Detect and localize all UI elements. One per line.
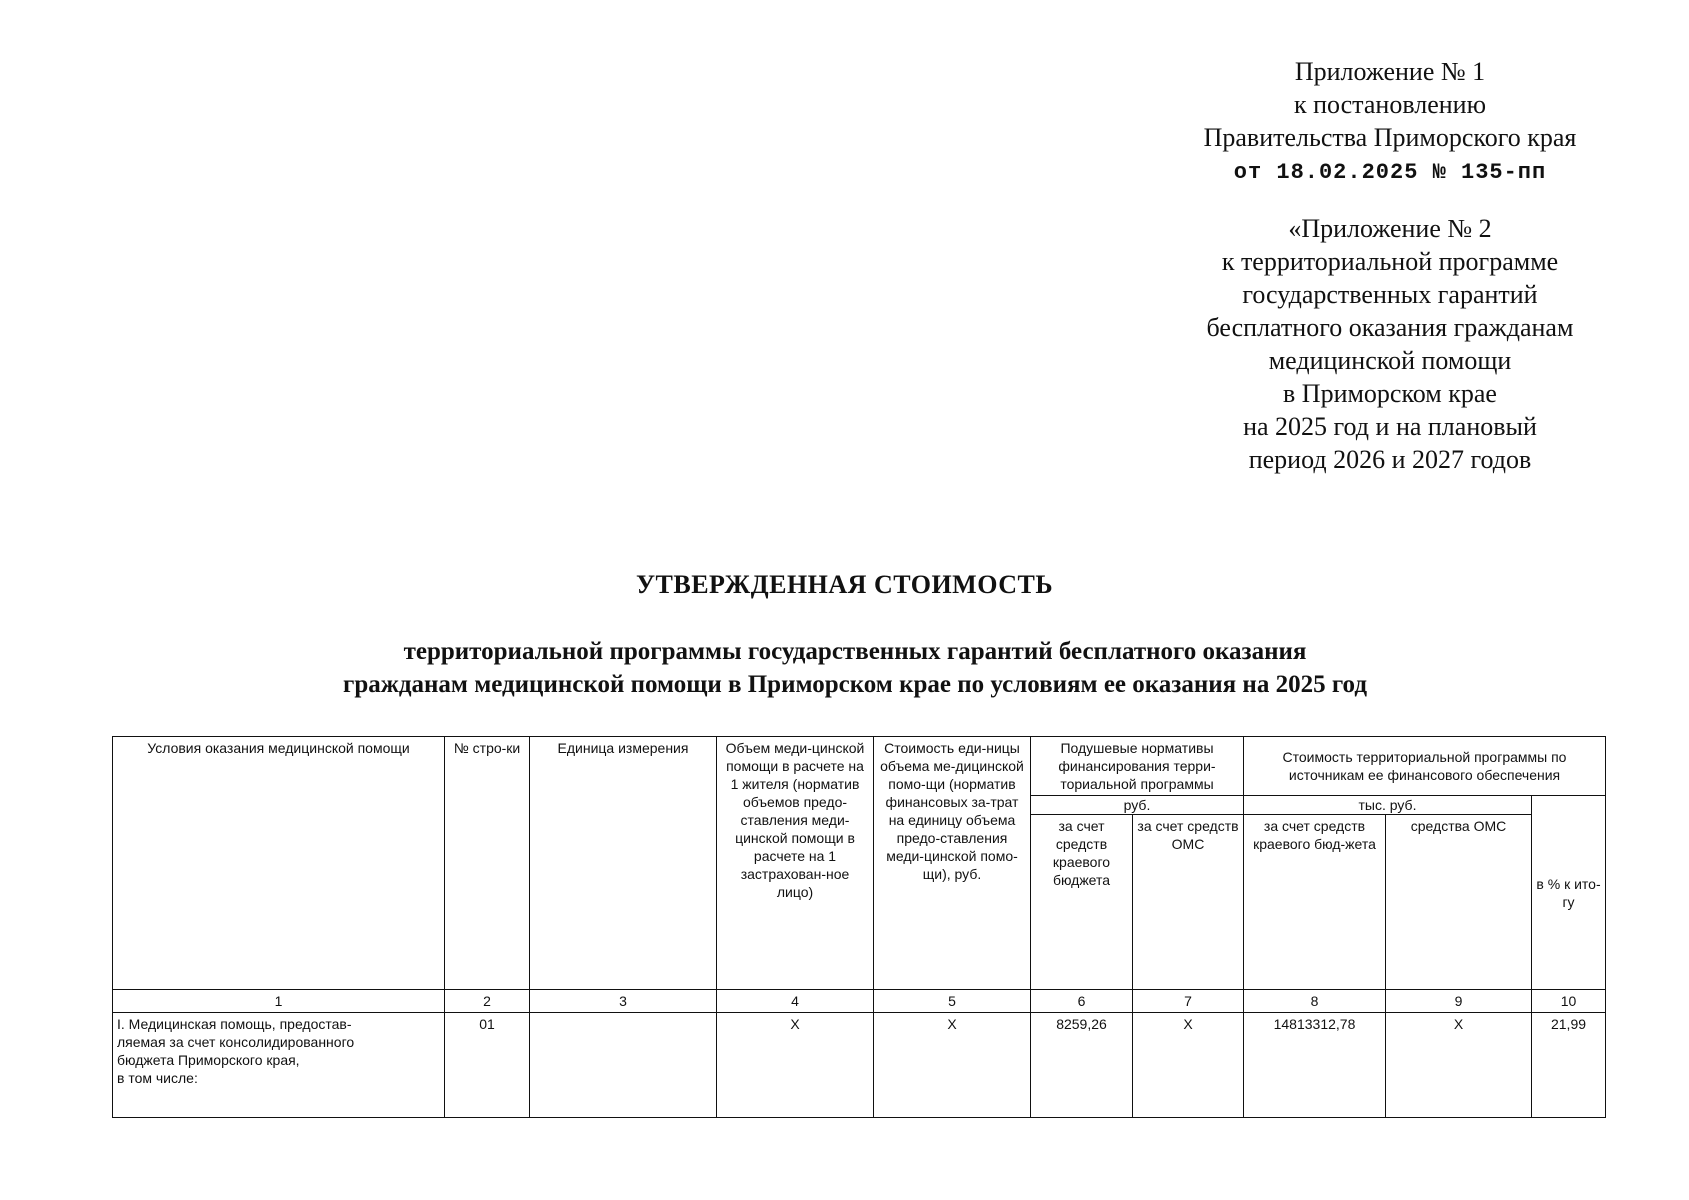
header-unit-cost: Стоимость еди-ницы объема ме-дицинской помо-щи (норматив финансовых за-трат на единицу объема предо-ставления меди-цинской помо-щи), руб. (874, 737, 1031, 990)
row-label-line: ляемая за счет консолидированного (117, 1034, 355, 1050)
column-numbers-row (113, 990, 1606, 1013)
table-row (113, 1013, 1606, 1118)
appendix-2-line: период 2026 и 2027 годов (1248, 445, 1532, 474)
subtitle-line: территориальной программы государственных гарантий бесплатного оказания (403, 638, 1307, 665)
appendix-2-line: бесплатного оказания гражданам (1206, 313, 1574, 342)
appendix-2-line: к территориальной программе (1221, 247, 1559, 276)
header-per-capita-oms: за счет средств ОМС (1133, 815, 1244, 990)
column-number: 8 (1244, 990, 1386, 1013)
row-per-capita-oms-cell: Х (1133, 1013, 1244, 1118)
row-unit-cost-cell: Х (874, 1013, 1031, 1118)
header-program-cost: Стоимость территориальной программы по источникам ее финансового обеспечения (1244, 737, 1606, 796)
row-per-capita-budget-cell: 8259,26 (1031, 1013, 1133, 1118)
header-program-cost-unit: тыс. руб. (1244, 796, 1532, 815)
appendix-2-line: в Приморском крае (1283, 379, 1497, 408)
document-title: УТВЕРЖДЕННАЯ СТОИМОСТЬ (635, 570, 1054, 599)
appendix-2-line: государственных гарантий (1242, 280, 1538, 309)
row-cost-budget-cell: 14813312,78 (1244, 1013, 1386, 1118)
document-subtitle (0, 635, 1689, 701)
row-conditions-label (113, 1013, 445, 1118)
column-number: 9 (1386, 990, 1532, 1013)
column-number: 3 (530, 990, 717, 1013)
header-row-number: № стро-ки (445, 737, 530, 990)
row-volume-cell: Х (717, 1013, 874, 1118)
appendix-2-line: «Приложение № 2 (1288, 214, 1492, 243)
appendix-1-line: Приложение № 1 (1294, 57, 1486, 86)
header-volume: Объем меди-цинской помощи в расчете на 1 жителя (норматив объемов предо-ставления меди-цинской помощи в расчете на 1 застрахован-ное лицо) (717, 737, 874, 990)
column-number: 2 (445, 990, 530, 1013)
row-label-line: бюджета Приморского края, (117, 1052, 300, 1068)
appendix-2-line: медицинской помощи (1268, 346, 1512, 375)
row-cost-oms-cell: Х (1386, 1013, 1532, 1118)
appendix-2-block (1140, 212, 1640, 476)
row-number-cell: 01 (445, 1013, 530, 1118)
column-number: 6 (1031, 990, 1133, 1013)
appendix-1-block (1140, 55, 1640, 189)
header-per-capita-unit: руб. (1031, 796, 1244, 815)
row-percent-cell: 21,99 (1532, 1013, 1606, 1118)
cost-table-wrapper (112, 736, 1605, 1118)
row-label-line: в том числе: (117, 1070, 198, 1086)
column-number: 4 (717, 990, 874, 1013)
header-per-capita-budget: за счет средств краевого бюджета (1031, 815, 1133, 990)
header-cost-oms: средства ОМС (1386, 815, 1532, 990)
header-cost-budget: за счет средств краевого бюд-жета (1244, 815, 1386, 990)
row-unit-cell (530, 1013, 717, 1118)
header-percent: в % к ито-гу (1532, 796, 1606, 990)
header-unit: Единица измерения (530, 737, 717, 990)
column-number: 5 (874, 990, 1031, 1013)
subtitle-line: гражданам медицинской помощи в Приморском крае по условиям ее оказания на 2025 год (343, 671, 1367, 698)
appendix-1-line: Правительства Приморского края (1203, 123, 1577, 152)
cost-table (112, 736, 1606, 1118)
column-number: 10 (1532, 990, 1606, 1013)
appendix-2-line: на 2025 год и на плановый (1243, 412, 1537, 441)
header-conditions: Условия оказания медицинской помощи (113, 737, 445, 990)
column-number: 1 (113, 990, 445, 1013)
decree-number: от 18.02.2025 № 135-пп (1233, 160, 1547, 185)
row-label-line: I. Медицинская помощь, предостав- (117, 1016, 352, 1032)
column-number: 7 (1133, 990, 1244, 1013)
appendix-1-line: к постановлению (1293, 90, 1487, 119)
header-per-capita: Подушевые нормативы финансирования терри-ториальной программы (1031, 737, 1244, 796)
